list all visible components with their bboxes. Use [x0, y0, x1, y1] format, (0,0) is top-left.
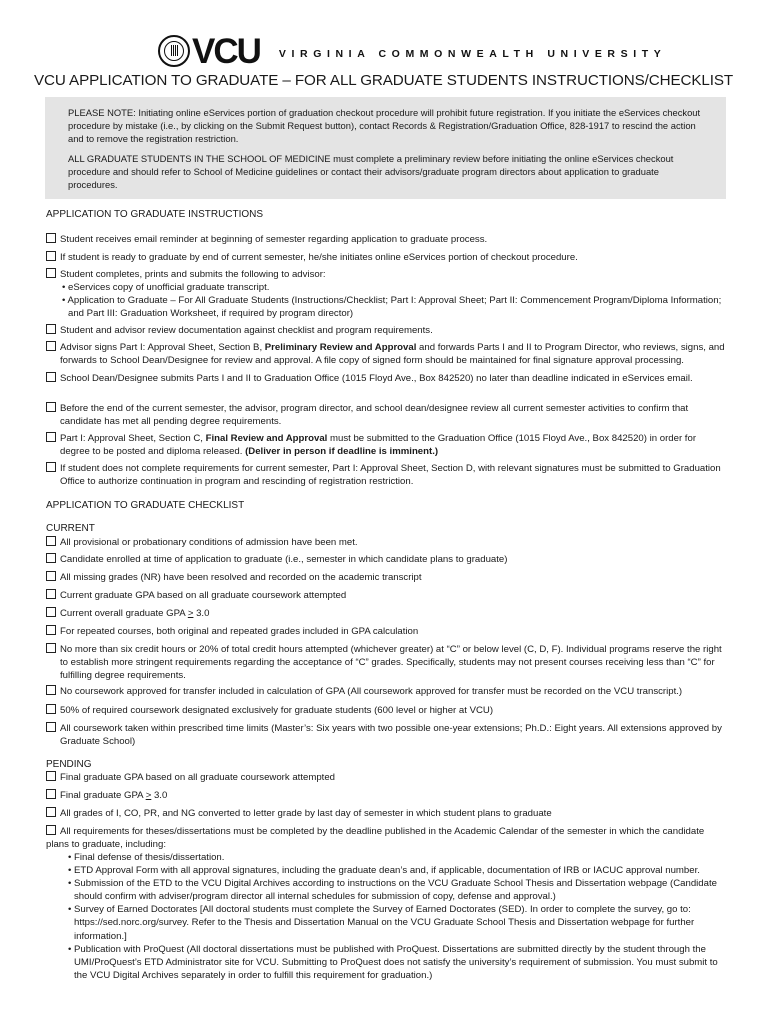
- instruction-text: must be submitted to the Graduation Office (1015 Floyd Ave., Box 842520) in order for degree to be posted and diploma released.: [60, 433, 697, 458]
- checkbox[interactable]: [46, 536, 56, 546]
- checklist-item: [46, 643, 726, 682]
- checklist-text: Final graduate GPA based on all graduate coursework attempted: [60, 772, 336, 783]
- checkbox[interactable]: [46, 722, 56, 732]
- instruction-emphasis: (Deliver in person if deadline is imminent.): [245, 446, 439, 458]
- vcu-logo: VCU: [192, 31, 260, 71]
- checkbox[interactable]: [46, 233, 56, 243]
- instruction-item-4: [46, 324, 726, 337]
- checkbox[interactable]: [46, 341, 56, 351]
- checklist-text: For repeated courses, both original and repeated grades included in GPA calculation: [60, 626, 419, 637]
- checklist-item: [46, 807, 726, 820]
- checklist-item: [46, 589, 726, 602]
- checkbox[interactable]: [46, 685, 56, 695]
- note-box: [45, 97, 726, 199]
- instruction-text: and forwards Parts I and II to Program Director, who reviews, signs, and forwards to School Dean/Designee for review and approval. A file copy of signed form should be maintained for final signature approval processing.: [60, 342, 725, 367]
- bullet-item: • Submission of the ETD to the VCU Digital Archives according to instructions on the VCU Graduate School Thesis and Dissertation webpage (Candidate should confirm with adviser/program director all internal schedules for submission of copy, defense and approval.): [68, 878, 717, 903]
- bullet-item: • eServices copy of unofficial graduate transcript.: [62, 282, 270, 294]
- checklist-heading: APPLICATION TO GRADUATE CHECKLIST: [46, 500, 245, 511]
- checklist-item: [46, 625, 726, 638]
- bullet-item: • Survey of Earned Doctorates [All doctoral students must complete the Survey of Earned Doctorates (SED). In order to complete the survey, go to: https://sed.norc.org/survey. Refer to the Thesis and Dissertation Manual on the VCU Graduate School Thesis and Dissertation webpage for further information.]: [68, 904, 695, 942]
- checklist-item: [46, 825, 726, 851]
- bullet-item: • Final defense of thesis/dissertation.: [68, 852, 225, 863]
- instruction-item-8: [46, 432, 726, 458]
- checkbox[interactable]: [46, 553, 56, 563]
- checklist-text: Current overall graduate GPA: [60, 608, 188, 619]
- checkbox[interactable]: [46, 625, 56, 635]
- checklist-text: Current graduate GPA based on all graduate coursework attempted: [60, 590, 347, 601]
- page-title: VCU APPLICATION TO GRADUATE – FOR ALL GRADUATE STUDENTS INSTRUCTIONS/CHECKLIST: [34, 72, 734, 89]
- pending-label: PENDING: [46, 759, 92, 770]
- checklist-item: [46, 704, 726, 717]
- checklist-text: All provisional or probationary conditions of admission have been met.: [60, 537, 358, 548]
- checkbox[interactable]: [46, 402, 56, 412]
- checklist-item: [46, 536, 726, 549]
- instruction-item-9: [46, 462, 726, 488]
- checkbox[interactable]: [46, 704, 56, 714]
- checklist-item: [46, 789, 726, 802]
- checkbox[interactable]: [46, 825, 56, 835]
- instruction-text: Student and advisor review documentation against checklist and program requirements.: [60, 325, 433, 336]
- instruction-text: If student is ready to graduate by end of current semester, he/she initiates online eServices portion of checkout procedure.: [60, 252, 578, 263]
- instruction-text: School Dean/Designee submits Parts I and II to Graduation Office (1015 Floyd Ave., Box 842520) no later than deadline indicated in eServices email.: [60, 373, 693, 384]
- checkbox[interactable]: [46, 589, 56, 599]
- checkbox[interactable]: [46, 251, 56, 261]
- checklist-text: Candidate enrolled at time of application to graduate (i.e., semester in which candidate plans to graduate): [60, 554, 508, 565]
- checklist-item: [46, 607, 726, 620]
- checklist-text: No coursework approved for transfer included in calculation of GPA (All coursework approved for transfer must be recorded on the VCU transcript.): [60, 686, 683, 697]
- instruction-item-1: [46, 233, 726, 246]
- checklist-text: Final graduate GPA: [60, 790, 146, 801]
- checkbox[interactable]: [46, 807, 56, 817]
- checklist-text: 3.0: [151, 790, 168, 801]
- university-seal-icon: [158, 35, 190, 67]
- checkbox[interactable]: [46, 432, 56, 442]
- instructions-heading: APPLICATION TO GRADUATE INSTRUCTIONS: [46, 209, 264, 220]
- instruction-item-2: [46, 251, 726, 264]
- checklist-text: 50% of required coursework designated exclusively for graduate students (600 level or higher at VCU): [60, 705, 494, 716]
- checklist-text: All coursework taken within prescribed time limits (Master’s: Six years with two possible one-year extensions; Ph.D.: Eight years. All extensions approved by Graduate School): [60, 723, 722, 748]
- instruction-item-5: [46, 341, 726, 367]
- checkbox[interactable]: [46, 324, 56, 334]
- bullet-item: • Publication with ProQuest (All doctoral dissertations must be published with ProQuest. Dissertations are submitted directly by the student through the UMI/ProQuest’s ETD Administrator site for VCU. Submitting to ProQuest does not satisfy the university’s requirement of submission. You must submit to the VCU Digital Archives separately in order to fulfill this requirement for graduation.): [68, 943, 718, 981]
- current-label: CURRENT: [46, 523, 95, 534]
- university-name: VIRGINIA COMMONWEALTH UNIVERSITY: [278, 47, 667, 60]
- checklist-text: 3.0: [193, 608, 210, 619]
- note-paragraph-2: ALL GRADUATE STUDENTS IN THE SCHOOL OF MEDICINE must complete a preliminary review before initiating the online eServices checkout procedure and should refer to School of Medicine guidelines or contact their advisors/graduate program directors about application to graduate procedures.: [68, 152, 674, 191]
- instruction-emphasis: Final Review and Approval: [205, 433, 328, 444]
- checkbox[interactable]: [46, 771, 56, 781]
- checkbox[interactable]: [46, 643, 56, 653]
- instruction-text: Before the end of the current semester, the advisor, program director, and school dean/designee review all current semester activities to confirm that candidate has met all pending degree requirements.: [60, 403, 689, 428]
- checkbox[interactable]: [46, 571, 56, 581]
- checklist-item: [46, 722, 726, 748]
- instruction-emphasis: Preliminary Review and Approval: [264, 342, 417, 353]
- checkbox[interactable]: [46, 607, 56, 617]
- checklist-text: No more than six credit hours or 20% of total credit hours attempted (whichever greater) at “C” or below level (C, D, F). Individual programs reserve the right to establish more stringent requirements regarding the acceptance of “C” grades. Specifically, students may not present courses receiving less than “C” for fulfilling degree requirements.: [60, 644, 722, 682]
- checkbox[interactable]: [46, 789, 56, 799]
- instruction-text: If student does not complete requirements for current semester, Part I: Approval Sheet, Section D, with relevant signatures must be submitted to Graduation Office to authorize continuation in program and rescinding of registration restriction.: [60, 463, 721, 488]
- page-header: [158, 33, 666, 69]
- checkbox[interactable]: [46, 372, 56, 382]
- checklist-text: All requirements for theses/dissertations must be completed by the deadline published in the Academic Calendar of the semester in which the candidate plans to graduate, including:: [46, 826, 705, 851]
- checklist-item: [46, 571, 726, 584]
- checklist-item: [46, 685, 726, 698]
- instruction-text: Student completes, prints and submits the following to advisor:: [60, 269, 326, 280]
- checkbox[interactable]: [46, 462, 56, 472]
- instruction-text: Part I: Approval Sheet, Section C,: [60, 433, 206, 444]
- checklist-text: All missing grades (NR) have been resolved and recorded on the academic transcript: [60, 572, 422, 583]
- instruction-item-6: [46, 372, 726, 385]
- instruction-text: Student receives email reminder at beginning of semester regarding application to graduate process.: [60, 234, 488, 245]
- bullet-item: • Application to Graduate – For All Graduate Students (Instructions/Checklist; Part I: Approval Sheet; Part II: Commencement Program/Diploma Information; and Part III: Graduation Worksheet, if required by program director): [62, 295, 722, 320]
- instruction-item-3: [46, 268, 726, 320]
- checklist-text: All grades of I, CO, PR, and NG converted to letter grade by last day of semester in which student plans to graduate: [60, 808, 552, 819]
- greater-equal-symbol: >: [187, 608, 194, 619]
- note-paragraph-1: PLEASE NOTE: Initiating online eServices portion of graduation checkout procedure will prohibit future registration. If you initiate the eServices checkout procedure by mistake (i.e., by clicking on the Submit Request button), contact Records & Registration/Graduation Office, 828-1917 to rescind the action and to remove the registration restriction.: [68, 107, 701, 145]
- bullet-item: • ETD Approval Form with all approval signatures, including the graduate dean’s and, if applicable, documentation of IRB or IACUC approval number.: [68, 865, 700, 877]
- instruction-item-7: [46, 402, 726, 428]
- thesis-requirements-list: [46, 851, 726, 982]
- checkbox[interactable]: [46, 268, 56, 278]
- instruction-text: Advisor signs Part I: Approval Sheet, Section B,: [60, 342, 265, 353]
- greater-equal-symbol: >: [145, 790, 152, 801]
- checklist-item: [46, 771, 726, 784]
- checklist-item: [46, 553, 726, 566]
